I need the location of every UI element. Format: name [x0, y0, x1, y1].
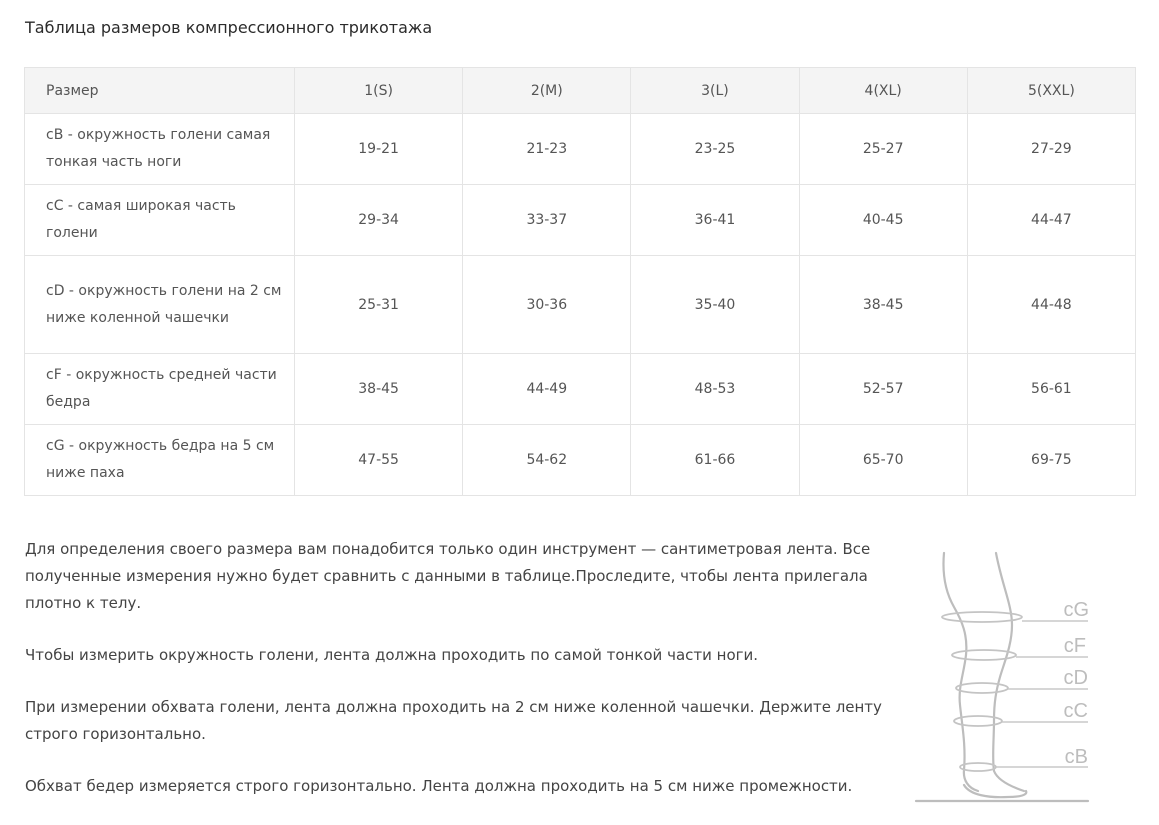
table-cell: 36-41: [631, 185, 799, 256]
row-label: cD - окружность голени на 2 см ниже коленной чашечки: [25, 256, 295, 354]
table-cell: 54-62: [463, 425, 631, 496]
row-label: cC - самая широкая часть голени: [25, 185, 295, 256]
table-cell: 21-23: [463, 114, 631, 185]
table-cell: 40-45: [799, 185, 967, 256]
table-cell: 56-61: [967, 354, 1135, 425]
table-cell: 25-31: [295, 256, 463, 354]
table-row: [25, 185, 1136, 256]
label-cd: cD: [1063, 667, 1088, 689]
table-cell: 47-55: [295, 425, 463, 496]
table-row: [25, 354, 1136, 425]
label-cg: cG: [1063, 599, 1089, 621]
instructions: [25, 536, 905, 825]
size-table: [24, 67, 1136, 496]
instruction-paragraph: Для определения своего размера вам понадобится только один инструмент — сантиметровая лента. Все полученные измерения нужно будет сравнить с данными в таблице.Проследите, чтобы лента прилегала плотно к телу.: [25, 540, 871, 612]
leg-outline-front: [943, 553, 978, 791]
header-cell-m: 2(M): [463, 68, 631, 114]
table-cell: 33-37: [463, 185, 631, 256]
table-cell: 69-75: [967, 425, 1135, 496]
table-cell: 27-29: [967, 114, 1135, 185]
leg-outline-back: [993, 553, 1024, 791]
row-label: cF - окружность средней части бедра: [25, 354, 295, 425]
leg-measurement-figure: [912, 545, 1092, 805]
table-row: [25, 425, 1136, 496]
header-cell-xl: 4(XL): [799, 68, 967, 114]
instruction-paragraph: При измерении обхвата голени, лента должна проходить на 2 см ниже коленной чашечки. Держите ленту строго горизонтально.: [25, 698, 882, 743]
table-cell: 30-36: [463, 256, 631, 354]
page-title: Таблица размеров компрессионного трикотажа: [25, 18, 433, 37]
table-cell: 44-48: [967, 256, 1135, 354]
table-cell: 29-34: [295, 185, 463, 256]
table-row: [25, 256, 1136, 354]
table-cell: 48-53: [631, 354, 799, 425]
table-row: [25, 114, 1136, 185]
instruction-paragraph: Чтобы измерить окружность голени, лента должна проходить по самой тонкой части ноги.: [25, 646, 759, 664]
header-cell-s: 1(S): [295, 68, 463, 114]
label-cf: cF: [1063, 635, 1086, 657]
header-cell-xxl: 5(XXL): [967, 68, 1135, 114]
table-cell: 35-40: [631, 256, 799, 354]
instruction-paragraph: Обхват бедер измеряется строго горизонтально. Лента должна проходить на 5 см ниже промежности.: [25, 777, 853, 795]
band-cb: [960, 763, 996, 771]
row-label: cG - окружность бедра на 5 см ниже паха: [25, 425, 295, 496]
table-cell: 44-47: [967, 185, 1135, 256]
table-cell: 38-45: [295, 354, 463, 425]
band-cg: [942, 612, 1022, 622]
label-cb: cB: [1064, 746, 1088, 768]
table-cell: 25-27: [799, 114, 967, 185]
foot-outline: [964, 785, 1026, 797]
table-cell: 44-49: [463, 354, 631, 425]
table-cell: 38-45: [799, 256, 967, 354]
table-cell: 61-66: [631, 425, 799, 496]
table-cell: 23-25: [631, 114, 799, 185]
table-cell: 65-70: [799, 425, 967, 496]
row-label: cB - окружность голени самая тонкая часть ноги: [25, 114, 295, 185]
label-cc: cC: [1063, 700, 1088, 722]
table-cell: 19-21: [295, 114, 463, 185]
table-header-row: [25, 68, 1136, 114]
header-cell-size: Размер: [25, 68, 295, 114]
table-cell: 52-57: [799, 354, 967, 425]
header-cell-l: 3(L): [631, 68, 799, 114]
band-cd: [956, 683, 1008, 693]
